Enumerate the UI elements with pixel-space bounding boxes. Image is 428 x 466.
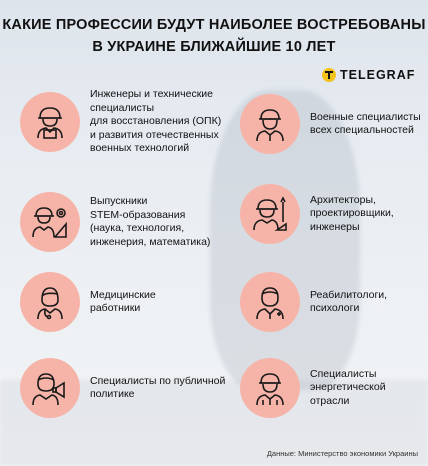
icon-circle	[20, 358, 80, 418]
doctor-icon	[30, 282, 70, 322]
architect-icon	[250, 194, 290, 234]
profession-item-architects	[240, 184, 394, 244]
icon-circle	[240, 272, 300, 332]
profession-item-energy	[240, 358, 386, 418]
profession-item-rehab	[240, 272, 387, 332]
profession-item-engineers	[20, 88, 221, 156]
icon-circle	[240, 184, 300, 244]
profession-label: Специалисты по публичной политике	[90, 374, 226, 400]
psychologist-icon	[250, 282, 290, 322]
profession-label: Реабилитологи, психологи	[310, 288, 388, 314]
icon-circle	[240, 94, 300, 154]
profession-label: Выпускники STEM-образования (наука, технология, инженерия, математика)	[90, 195, 211, 248]
profession-item-stem	[20, 192, 210, 252]
page-title	[0, 14, 428, 58]
stem-graduate-icon	[30, 202, 70, 242]
profession-label: Архитекторы, проектировщики, инженеры	[310, 193, 394, 233]
public-speaker-icon	[30, 368, 70, 408]
profession-label: Военные специалисты всех специальностей	[310, 110, 421, 136]
icon-circle	[20, 192, 80, 252]
data-source: Данные: Министерство экономики Украины	[266, 449, 418, 458]
icon-circle	[20, 272, 80, 332]
soldier-icon	[250, 104, 290, 144]
profession-item-military	[240, 94, 421, 154]
telegraf-logo-icon	[322, 68, 336, 82]
profession-label: Специалисты энергетической отрасли	[310, 367, 386, 407]
engineer-icon	[30, 102, 70, 142]
telegraf-logo	[322, 68, 415, 82]
profession-item-medical	[20, 272, 156, 332]
profession-label: Медицинские работники	[90, 288, 156, 314]
icon-circle	[240, 358, 300, 418]
brand-name: TELEGRAF	[340, 68, 416, 82]
energy-worker-icon	[250, 368, 290, 408]
title-line-2: В УКРАИНЕ БЛИЖАЙШИЕ 10 ЛЕТ	[92, 39, 336, 55]
profession-label: Инженеры и технические специалисты для восстановления (ОПК) и развития отечественных военных технологий	[90, 88, 222, 154]
title-line-1: КАКИЕ ПРОФЕССИИ БУДУТ НАИБОЛЕЕ ВОСТРЕБОВАНЫ	[2, 17, 426, 33]
profession-item-public-policy	[20, 358, 225, 418]
icon-circle	[20, 92, 80, 152]
